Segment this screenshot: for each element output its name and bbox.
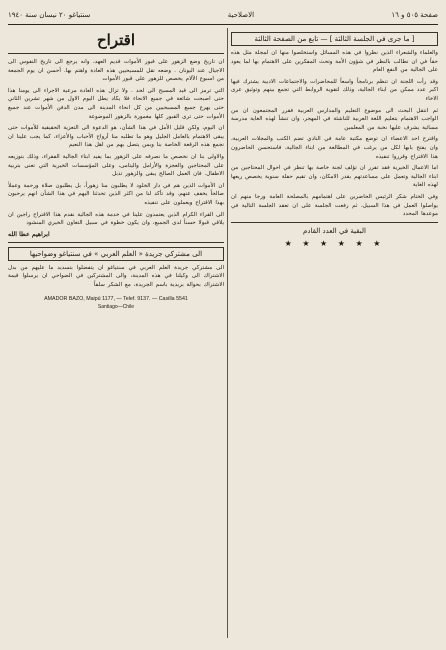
article-title: اقتراح xyxy=(97,31,135,49)
notice-paragraph: الى مشتركي جريدة العلم العربي في سنتياغو ان يتفضلوا بتسديد ما عليهم من بدل الاشتراك الى وكيلنا في هذه المدينة، والى المشتركين في الضواحي ان يرسلوا قيمة الاشتراك بحوالة بريدية باسم الجريدة، مع الشكر سلفاً xyxy=(8,264,224,288)
page-header xyxy=(8,6,438,25)
page-number: صفحة ٥٠٥ و ١٦ xyxy=(391,11,438,19)
issue-date: سنتياغو ٢٠ نيسان سنة ١٩٤٠ xyxy=(8,11,91,19)
article-paragraph: وفي الختام شكر الرئيس الحاضرين على اهتمامهم بالمصلحة العامة ورجا منهم ان يواصلوا العمل في هذا السبيل، ثم رفعت الجلسة على ان تعقد الجلسة التالية في موعدها المحدد xyxy=(231,193,438,218)
column-divider xyxy=(227,28,228,638)
section-rule xyxy=(8,242,224,243)
article-paragraph: والاولى بنا ان نخصص ما نصرفه على الزهور بما يفيد ابناء الجالية الفقراء، وذلك بتوزيعه على المحتاجين والعجزة والأرامل واليتامى، وعلى المؤسسات الخيرية التي تعنى بتربية الاطفال. فان العمل الصالح يبقى والزهور تذبل xyxy=(8,153,224,178)
right-column xyxy=(231,28,438,642)
article-header xyxy=(8,30,224,54)
article-paragraph: ثم انتقل البحث الى موضوع التعليم والمدارس العربية فقرر المجتمعون ان من الواجب الاهتمام بتعليم اللغة العربية للناشئة في المهجر، وان تنشأ لهذه الغاية مدرسة مسائية يشرف عليها نخبة من المعلمين xyxy=(231,107,438,131)
author-signature: ابراهيم عطا الله xyxy=(8,230,50,238)
left-column xyxy=(8,28,224,642)
article-paragraph: اما الاعمال الخيرية فقد تقرر ان تؤلف لجنة خاصة بها تنظر في احوال المحتاجين من ابناء الجالية وتعمل على مساعدتهم بقدر الامكان، وان تقيم حفلة سنوية يخصص ريعها لهذه الغاية xyxy=(231,165,438,189)
article-paragraph: ان اليوم، ولكن قليل الأمل في هذا الشأن، هو الدعوة الى التعزية الحقيقية للأموات حتى يبقى الاهتمام بالعامل الجليل وهو ما تطلبه منا أرواح الأحباب والأعزاء، كما يجب علينا ان نجمع هذه الرقعة الخاصة بنا وبمن يتصل بهم من اهل هذا النعيم xyxy=(8,125,224,149)
star-separator: ★ ★ ★ ★ ★ ★ xyxy=(284,238,385,248)
printer-city: Santiago—Chile xyxy=(97,304,135,311)
section-rule xyxy=(231,222,438,223)
article-paragraph: ان الأموات الذين هم في دار الخلود لا يطلبون منا زهوراً، بل يطلبون صلاة ورحمة وعملاً صالحاً يخفف عنهم. وقد تأكد لنا من اكثر الذين تحدثنا اليهم في هذا الشأن انهم يرحبون بهذا الاقتراح ويعملون على تنفيذه xyxy=(8,182,224,206)
article-paragraph: ان تاريخ وضع الزهور على قبور الأموات قديم العهد، وانه يرجع الى تاريخ النفوس الى الاجيال عند اليونان . وضعه نقل للمسيحيين هذه العادة واهتم بها. أحسن ان يوم الجمعة من اسبوع الآلام يخصص للزهور على قبور الأموات xyxy=(8,59,224,83)
continued-article-title: [ ما جرى في الجلسة الثالثة ] — تابع من الصفحة الثالثة xyxy=(231,32,438,46)
article-paragraph: والعلماء والشعراء الذين نظروا في هذه المسائل واستخلصوا منها ان لمجلة مثل هذه حقاً في ان تطالب بالنظر في شؤون الأمة وتحث المفكرين على الاهتمام بها لما يعود على الجالية من النفع العام xyxy=(231,50,438,74)
article-paragraph: واقترح احد الاعضاء ان توضع مكتبة عامة في النادي تضم الكتب والمجلات العربية، وان يفتح بابها لكل من يرغب في المطالعة من ابناء الجالية، فاستحسن الحاضرون هذا الاقتراح وقرروا تنفيذه xyxy=(231,136,438,160)
notice-title: الى مشتركي جريدة « العلم العربي » في سنتياغو وضواحيها xyxy=(8,247,224,261)
continued-note: البقية في العدد القادم xyxy=(303,226,366,235)
article-paragraph: وقد رأت اللجنة ان تنظم برنامجاً واسعاً للمحاضرات والاجتماعات الادبية يشترك فيها اكبر عدد ممكن من ابناء الجالية، وذلك لتقوية الروابط التي تجمع بينهم وتوثيق عرى الاخاء xyxy=(231,78,438,102)
newspaper-name: الاصلاحية xyxy=(227,11,255,19)
printer-address: AMADOR BAZO, Maipú 1177, — Telef. 9137. — Casilla 5541 xyxy=(44,296,188,303)
printer-imprint xyxy=(8,295,224,311)
closing-paragraph: الى القراء الكرام الذين يعتمدون علينا في خدمة هذه الجالية نقدم هذا الاقتراح راجين ان يلاقي قبولا حسناً لدى الجميع، وان يكون خطوة في سبيل التعاون الخيري المنشود xyxy=(8,211,224,227)
article-paragraph: التي ترمز الى قيد المسيح الى لحد . ولا تزال هذه العادة مرعية الاجراء الى يومنا هذا حتى اصبحت شائعة في جميع الانحاء فلا يكاد يطل اليوم الاول من شهر تشرين الثاني حتى يهرع جميع المسيحيين من كل انحاء المدينة الى مدن الدفن الأموات عند جميع الأموات حتى ترى القبور كلها مغمورة بالزهور الموضوعة xyxy=(8,87,224,120)
